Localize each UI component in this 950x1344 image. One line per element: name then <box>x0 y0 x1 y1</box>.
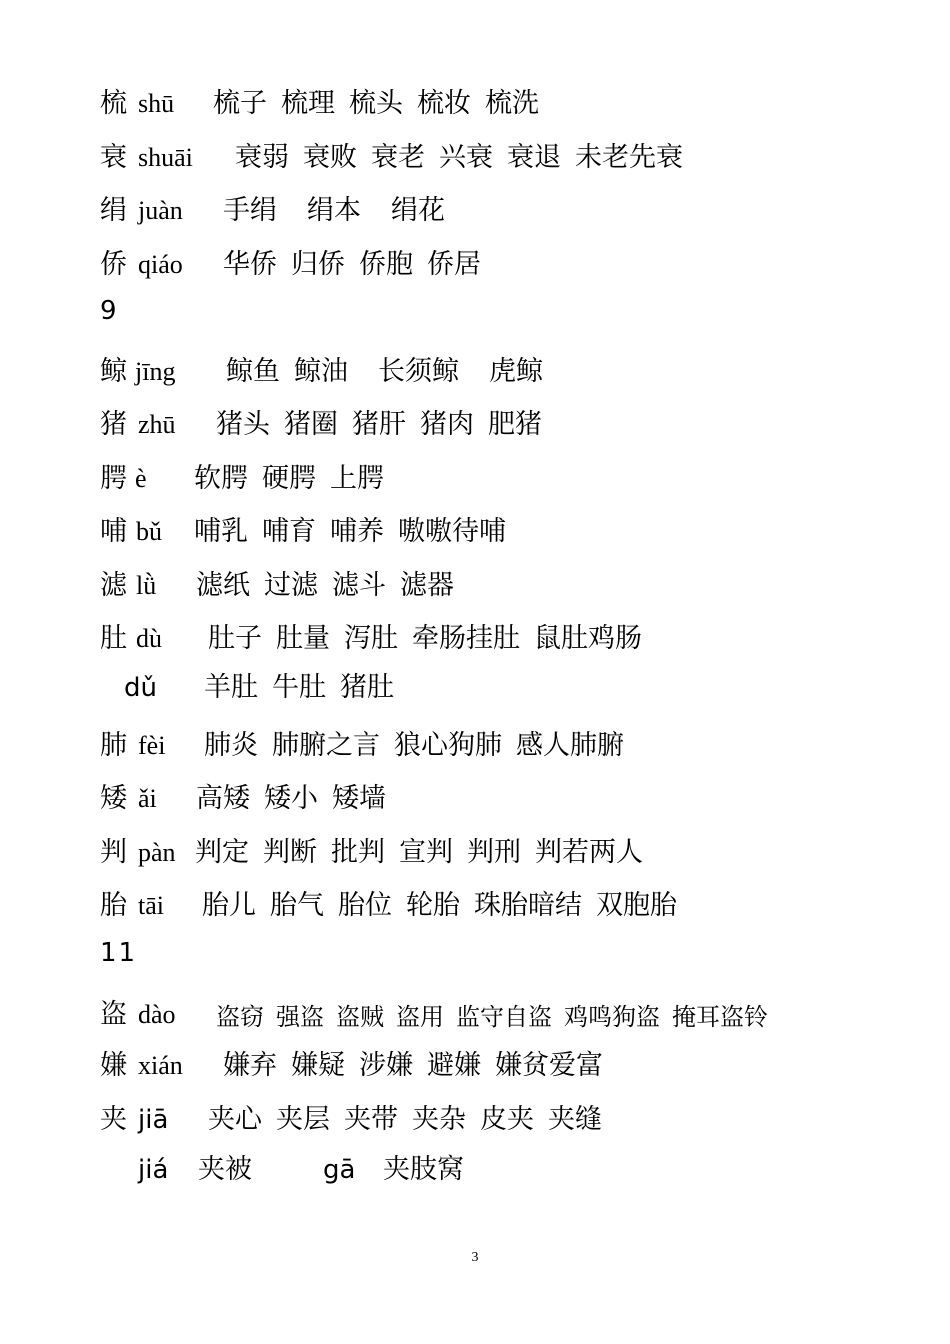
word: 嫌弃 <box>223 1050 277 1081</box>
word: 判定 <box>195 837 249 868</box>
entry-words <box>194 512 520 552</box>
word: 胎气 <box>270 890 324 921</box>
word: 梳头 <box>349 88 403 119</box>
entry-char: 矮 <box>100 783 127 814</box>
word: 猪肝 <box>352 409 406 440</box>
entry-pinyin-alt: gā <box>323 1155 356 1185</box>
word: 鲸油 <box>294 356 348 387</box>
word: 滤斗 <box>332 570 386 601</box>
word: 矮小 <box>264 783 318 814</box>
entry-char: 猪 <box>100 409 127 440</box>
entry-char: 绢 <box>100 195 127 226</box>
word: 猪圈 <box>284 409 338 440</box>
word: 软腭 <box>194 463 248 494</box>
word: 夹肢窝 <box>383 1154 464 1185</box>
word: 梳理 <box>281 88 335 119</box>
word: 手绢 <box>223 195 277 226</box>
word: 狼心狗肺 <box>394 730 502 761</box>
page-number: 3 <box>471 1250 479 1265</box>
word: 未老先衰 <box>575 142 683 173</box>
entry-char: 梳 <box>100 88 127 119</box>
word: 夹缝 <box>548 1104 602 1135</box>
word: 夹杂 <box>412 1104 466 1135</box>
word: 鼠肚鸡肠 <box>534 623 642 654</box>
word: 肺炎 <box>204 730 258 761</box>
entry-pinyin: dù <box>136 624 162 653</box>
entry-pinyin: jiā <box>138 1105 169 1135</box>
word: 批判 <box>331 837 385 868</box>
word: 过滤 <box>264 570 318 601</box>
word: 硬腭 <box>262 463 316 494</box>
entry-words <box>223 245 495 285</box>
word: 梳妆 <box>417 88 471 119</box>
entry-pinyin: è <box>135 464 147 493</box>
word: 滤器 <box>400 570 454 601</box>
word: 高矮 <box>196 783 250 814</box>
entry-words <box>202 886 691 926</box>
entry-char: 肚 <box>100 623 127 654</box>
entry-char: 判 <box>100 837 127 868</box>
word: 哺乳 <box>194 516 248 547</box>
word: 兴衰 <box>439 142 493 173</box>
word: 珠胎暗结 <box>474 890 582 921</box>
entry-words <box>195 833 657 873</box>
entry-words <box>226 352 557 392</box>
word: 双胞胎 <box>596 890 677 921</box>
entry-pinyin: xián <box>138 1051 183 1080</box>
entry-char: 肺 <box>100 730 127 761</box>
word: 长须鲸 <box>378 356 459 387</box>
lesson-number: 9 <box>100 296 119 326</box>
entry-words <box>208 1100 616 1140</box>
word: 侨居 <box>427 249 481 280</box>
word: 胎儿 <box>202 890 256 921</box>
entry-words <box>213 84 553 124</box>
word: 肥猪 <box>488 409 542 440</box>
word: 夹带 <box>344 1104 398 1135</box>
entry-char: 嫌 <box>100 1050 127 1081</box>
word: 衰弱 <box>235 142 289 173</box>
entry-words <box>216 997 782 1037</box>
entry-words <box>235 138 697 178</box>
word: 盗贼 <box>336 1003 384 1031</box>
word: 盗用 <box>396 1003 444 1031</box>
entry-char: 腭 <box>100 463 127 494</box>
entry-pinyin: dào <box>138 1000 176 1029</box>
word: 哺育 <box>262 516 316 547</box>
word: 梳洗 <box>485 88 539 119</box>
word: 判若两人 <box>535 837 643 868</box>
entry-pinyin: shū <box>138 89 175 118</box>
entry-pinyin: pàn <box>138 838 176 867</box>
word: 嗷嗷待哺 <box>398 516 506 547</box>
entry-words <box>194 459 398 499</box>
word: 矮墙 <box>332 783 386 814</box>
word: 监守自盗 <box>456 1003 552 1031</box>
word: 梳子 <box>213 88 267 119</box>
entry-pinyin: fèi <box>138 731 166 760</box>
entry-char: 哺 <box>100 516 127 547</box>
entry-char: 胎 <box>100 890 127 921</box>
entry-words <box>196 566 468 606</box>
entry-words <box>223 191 459 231</box>
entry-char: 鲸 <box>100 356 127 387</box>
word: 牵肠挂肚 <box>412 623 520 654</box>
word: 判断 <box>263 837 317 868</box>
entry-char: 滤 <box>100 570 127 601</box>
entry-words <box>196 779 400 819</box>
word: 虎鲸 <box>489 356 543 387</box>
word: 侨胞 <box>359 249 413 280</box>
word: 夹心 <box>208 1104 262 1135</box>
word: 鸡鸣狗盗 <box>564 1003 660 1031</box>
word: 猪肉 <box>420 409 474 440</box>
word: 掩耳盗铃 <box>672 1003 768 1031</box>
entry-pinyin: ǎi <box>138 784 157 813</box>
word: 泻肚 <box>344 623 398 654</box>
word: 衰败 <box>303 142 357 173</box>
entry-words <box>208 619 656 659</box>
word: 盗窃 <box>216 1003 264 1031</box>
word: 避嫌 <box>427 1050 481 1081</box>
word: 宣判 <box>399 837 453 868</box>
word: 衰老 <box>371 142 425 173</box>
word: 猪头 <box>216 409 270 440</box>
word: 牛肚 <box>272 672 326 703</box>
word: 肚子 <box>208 623 262 654</box>
word: 鲸鱼 <box>226 356 280 387</box>
word: 强盗 <box>276 1003 324 1031</box>
entry-char: 夹 <box>100 1104 127 1135</box>
word: 感人肺腑 <box>516 730 624 761</box>
entry-char: 侨 <box>100 249 127 280</box>
entry-char: 盗 <box>100 999 127 1030</box>
word: 归侨 <box>291 249 345 280</box>
word: 嫌贫爱富 <box>495 1050 603 1081</box>
word: 猪肚 <box>340 672 394 703</box>
entry-pinyin: tāi <box>138 891 164 920</box>
entry-pinyin: lǜ <box>136 571 157 600</box>
entry-pinyin: qiáo <box>138 250 183 279</box>
entry-pinyin: shuāi <box>138 143 193 172</box>
entry-words <box>204 668 408 708</box>
word: 夹被 <box>198 1154 252 1185</box>
word: 滤纸 <box>196 570 250 601</box>
word: 皮夹 <box>480 1104 534 1135</box>
word: 判刑 <box>467 837 521 868</box>
word: 胎位 <box>338 890 392 921</box>
word: 肺腑之言 <box>272 730 380 761</box>
word: 轮胎 <box>406 890 460 921</box>
entry-pinyin: jīng <box>135 357 176 386</box>
word: 涉嫌 <box>359 1050 413 1081</box>
word: 哺养 <box>330 516 384 547</box>
entry-words <box>223 1046 617 1086</box>
entry-words <box>204 726 638 766</box>
word: 绢花 <box>391 195 445 226</box>
word: 衰退 <box>507 142 561 173</box>
word: 上腭 <box>330 463 384 494</box>
word: 肚量 <box>276 623 330 654</box>
entry-char: 衰 <box>100 142 127 173</box>
entry-pinyin: bǔ <box>136 517 162 546</box>
entry-pinyin: dǔ <box>124 673 157 703</box>
word: 嫌疑 <box>291 1050 345 1081</box>
word: 绢本 <box>307 195 361 226</box>
lesson-number: 11 <box>100 938 138 968</box>
entry-words <box>216 405 556 445</box>
entry-pinyin: juàn <box>138 196 183 225</box>
word: 华侨 <box>223 249 277 280</box>
entry-pinyin: zhū <box>138 410 176 439</box>
entry-pinyin: jiá <box>138 1155 169 1185</box>
word: 夹层 <box>276 1104 330 1135</box>
word: 羊肚 <box>204 672 258 703</box>
